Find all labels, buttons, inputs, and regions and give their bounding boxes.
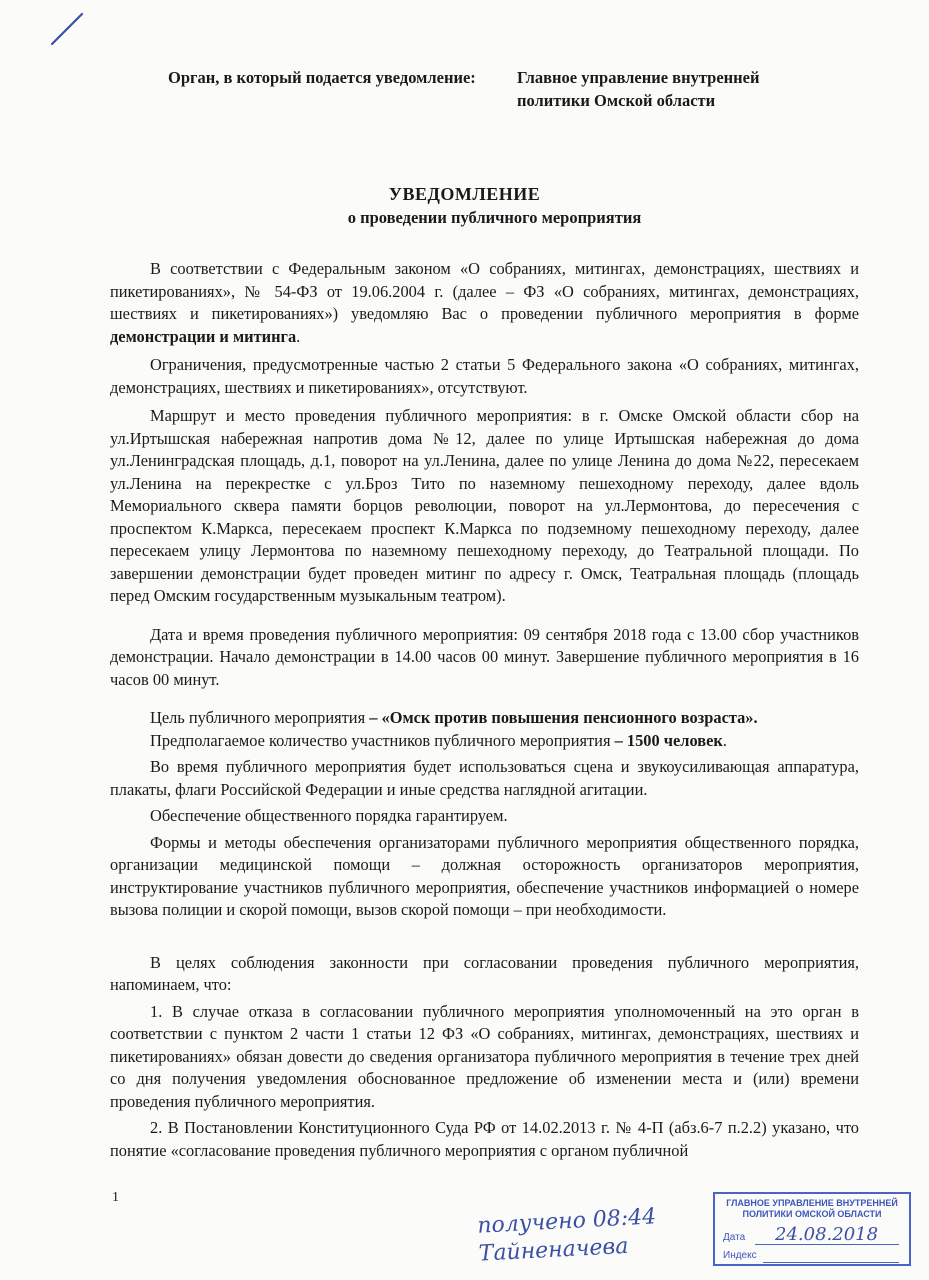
addressee-value: [517, 66, 760, 112]
handwritten-receipt-note: [477, 1203, 659, 1268]
paragraph-text: .: [296, 326, 301, 346]
paragraph-text: Цель публичного мероприятия: [150, 708, 370, 727]
paragraph-text: .: [722, 730, 727, 750]
stamp-org-line2: ПОЛИТИКИ ОМСКОЙ ОБЛАСТИ: [742, 1209, 882, 1219]
paragraph-purpose: [110, 707, 859, 730]
paragraph-legal-basis: [110, 258, 859, 348]
event-purpose: – «Омск против повышения пенсионного возраста».: [369, 708, 758, 727]
document-subtitle: о проведении публичного мероприятия: [347, 208, 642, 227]
document-title: УВЕДОМЛЕНИЕ: [388, 184, 541, 204]
paragraph-date-time: Дата и время проведения публичного мероприятия: 09 сентября 2018 года с 13.00 сбор участников демонстрации. Начало демонстрации в 14.00 часов 00 минут. Завершение публичного мероприятия в 16 часов 00 минут.: [110, 624, 859, 689]
addressee-value-line2: политики Омской области: [517, 91, 716, 110]
stamp-index-rule: [763, 1262, 899, 1263]
stamp-date-label: Дата: [723, 1232, 746, 1243]
addressee-value-line1: Главное управление внутренней: [517, 68, 760, 87]
paragraph-equipment: Во время публичного мероприятия будет использоваться сцена и звукоусиливающая аппаратура, плакаты, флаги Российской Федерации и иные средства наглядной агитации.: [110, 757, 859, 799]
handwritten-received-time: получено 08:44: [476, 1204, 657, 1239]
receipt-stamp: [713, 1192, 911, 1266]
addressee-label: Орган, в который подается уведомление:: [168, 68, 476, 87]
stamp-index-label: Индекс: [723, 1250, 757, 1261]
paragraph-restrictions: Ограничения, предусмотренные частью 2 статьи 5 Федерального закона «О собраниях, митингах, демонстрациях, шествиях и пикетированиях», отсутствуют.: [110, 355, 859, 397]
paragraph-point-2: 2. В Постановлении Конституционного Суда РФ от 14.02.2013 г. № 4-П (абз.6-7 п.2.2) указано, что понятие «согласование проведения публичного мероприятия с органом публичной: [110, 1118, 859, 1160]
pen-stroke-mark: [48, 10, 88, 50]
paragraph-order: Обеспечение общественного порядка гарантируем.: [150, 806, 508, 825]
paragraph-point-1: 1. В случае отказа в согласовании публичного мероприятия уполномоченный на это орган в соответствии с пунктом 2 части 1 статьи 12 ФЗ «О собраниях, митингах, демонстрациях, шествиях и пикетированиях» обязан довести до сведения организатора публичного мероприятия в течение трех дней со дня получения уведомления обоснованное предложение об изменении места и (или) времени проведения публичного мероприятия.: [110, 1001, 859, 1111]
paragraph-methods: Формы и методы обеспечения организаторами публичного мероприятия общественного порядка, организации медицинской помощи – должная осторожность организаторов мероприятия, инструктирование участников публичного мероприятия, обеспечение участников информацией о номере вызова полиции и скорой помощи, вызов скорой помощи – при необходимости.: [110, 832, 859, 919]
paragraph-text: В соответствии с Федеральным законом «О собраниях, митингах, демонстрациях, шествиях и пикетированиях», № 54-ФЗ от 19.06.2004 г. (далее – ФЗ «О собраниях, митингах, демонстрациях, шествиях и пикетированиях») уведомляю Вас о проведении публичного мероприятия в форме: [110, 259, 859, 323]
participant-count: – 1500 человек: [614, 730, 723, 750]
stamp-date-value: 24.08.2018: [775, 1224, 879, 1245]
notice-body: [110, 258, 859, 1162]
event-form: демонстрации и митинга: [110, 326, 297, 346]
paragraph-reminder: В целях соблюдения законности при согласовании проведения публичного мероприятия, напоминаем, что:: [110, 952, 859, 994]
handwritten-signature-name: Тайненачева: [478, 1233, 629, 1267]
stamp-org-line1: ГЛАВНОЕ УПРАВЛЕНИЕ ВНУТРЕННЕЙ: [726, 1198, 898, 1208]
paragraph-text: Предполагаемое количество участников публичного мероприятия: [150, 730, 615, 750]
page-number: 1: [112, 1190, 119, 1205]
paragraph-route: Маршрут и место проведения публичного мероприятия: в г. Омске Омской области сбор на ул.Иртышская набережная напротив дома №12, далее по улице Иртышская набережная до дома ул.Ленинградская площадь, д.1, поворот на ул.Ленина, далее по улице Ленина до дома №22, пересекаем ул.Ленина на перекрестке с ул.Броз Тито по наземному пешеходному переходу, далее вдоль Мемориального сквера памяти борцов революции, поворот на ул.Лермонтова, до пересечения с проспектом К.Маркса, пересекаем проспект К.Маркса по подземному пешеходному переходу, далее пересекаем улицу Лермонтова по наземному пешеходному переходу, до Театральной площади. По завершении демонстрации будет проведен митинг по адресу г. Омск, Театральная площадь (площадь перед Омским государственным музыкальным театром).: [110, 406, 859, 605]
paragraph-participants: [110, 730, 859, 753]
